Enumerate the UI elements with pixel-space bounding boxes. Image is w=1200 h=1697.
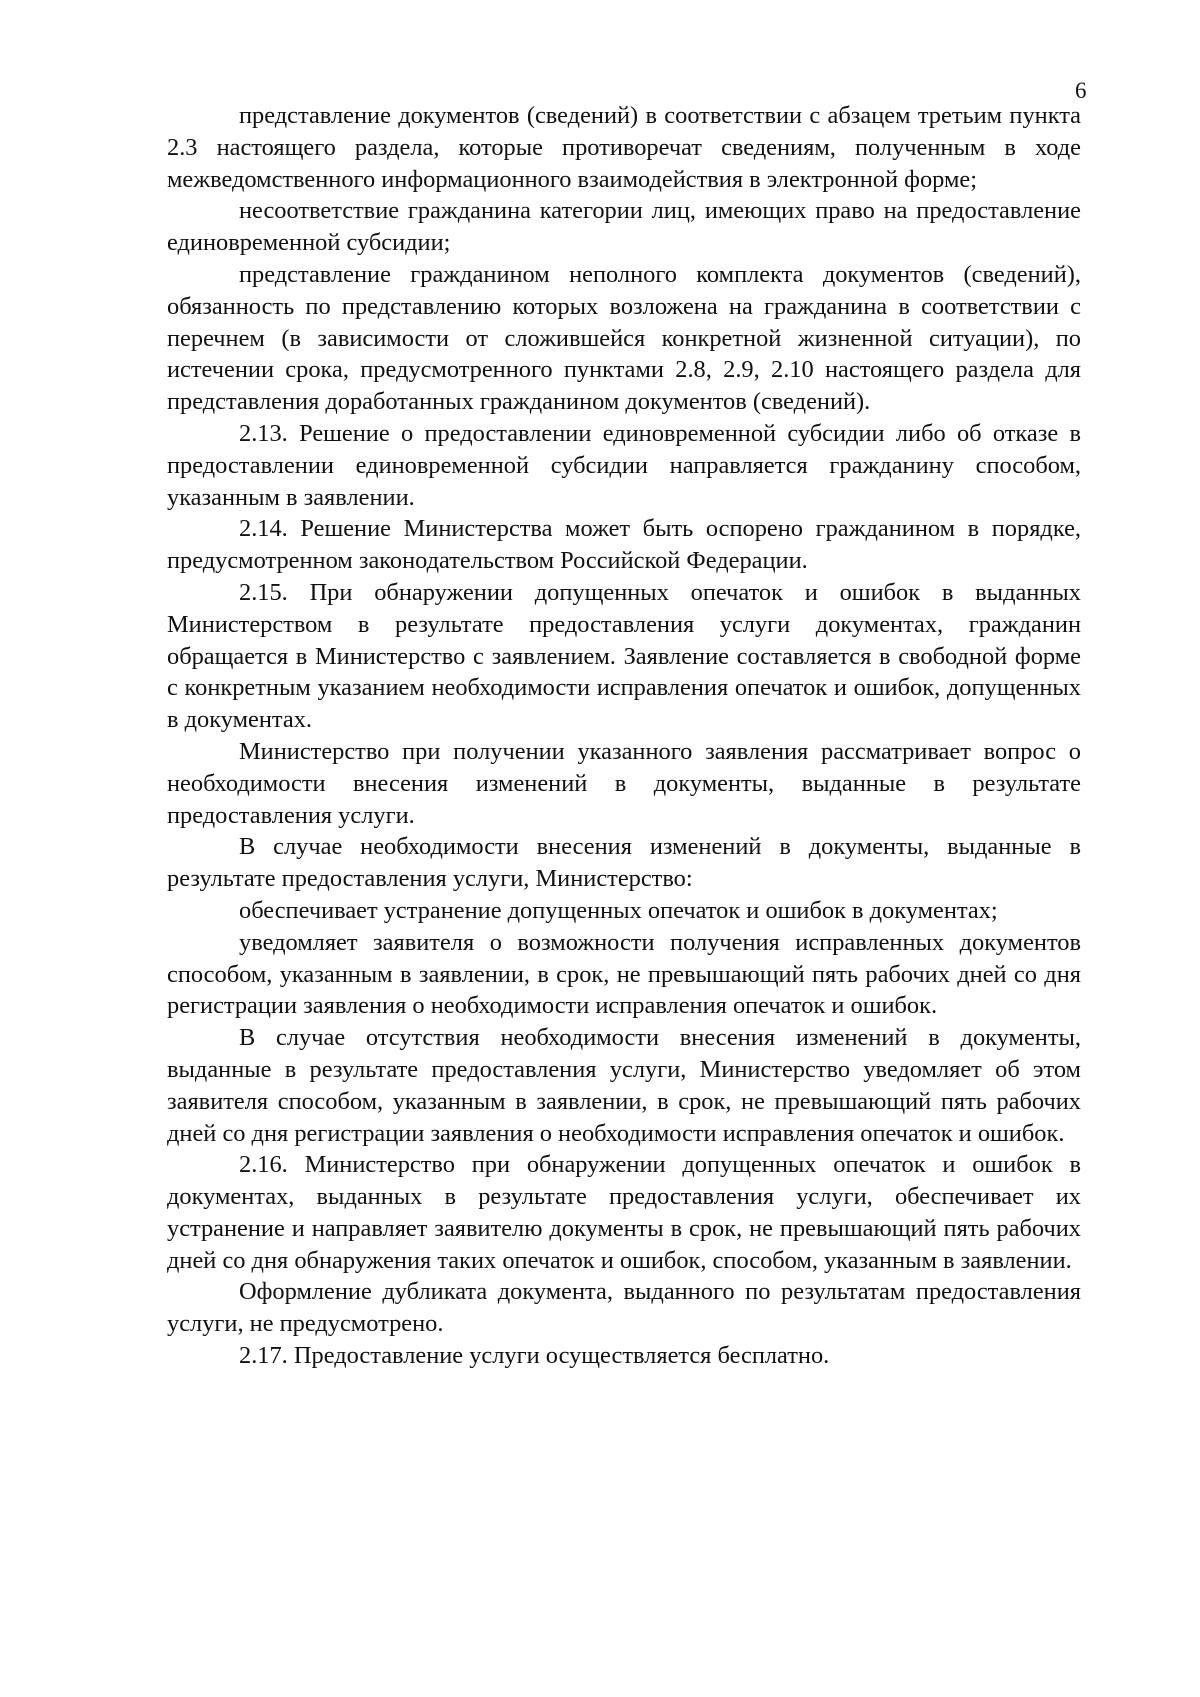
page-number: 6 [1075, 78, 1087, 103]
paragraph-2-15: 2.15. При обнаружении допущенных опечаток и ошибок в выданных Министерством в результате предоставления услуги документах, гражданин обращается в Министерство с заявлением. Заявление составляется в свободной форме с конкретным указанием необходимости исправления опечаток и ошибок, допущенных в документах. [167, 578, 1081, 734]
paragraph-if-changes-needed: В случае необходимости внесения изменений в документы, выданные в результате предоставления услуги, Министерство: [167, 833, 1081, 893]
paragraph-2-16: 2.16. Министерство при обнаружении допущенных опечаток и ошибок в документах, выданных в результате предоставления услуги, обеспечивает их устранение и направляет заявителю документы в срок, не превышающий пять рабочих дней со дня обнаружения таких опечаток и ошибок, способом, указанным в заявлении. [167, 1151, 1081, 1274]
paragraph-document-submission-contradiction: представление документов (сведений) в соответствии с абзацем третьим пункта 2.3 настоящего раздела, которые противоречат сведениям, полученным в ходе межведомственного информационного взаимодействия в электронной форме; [167, 102, 1081, 193]
paragraph-2-13: 2.13. Решение о предоставлении единовременной субсидии либо об отказе в предоставлении единовременной субсидии направляется гражданину способом, указанным в заявлении. [167, 419, 1081, 511]
paragraph-2-14: 2.14. Решение Министерства может быть оспорено гражданином в порядке, предусмотренном законодательством Российской Федерации. [167, 515, 1081, 575]
paragraph-ministry-reviews-request: Министерство при получении указанного заявления рассматривает вопрос о необходимости внесения изменений в документы, выданные в результате предоставления услуги. [167, 737, 1081, 829]
document-body [167, 100, 1081, 1372]
paragraph-ensures-correction: обеспечивает устранение допущенных опечаток и ошибок в документах; [239, 896, 998, 924]
paragraph-2-17: 2.17. Предоставление услуги осуществляется бесплатно. [239, 1342, 830, 1370]
paragraph-if-no-changes-needed: В случае отсутствия необходимости внесения изменений в документы, выданные в результате предоставления услуги, Министерство уведомляет об этом заявителя способом, указанным в заявлении, в срок, не превышающий пять рабочих дней со дня регистрации заявления о необходимости исправления опечаток и ошибок. [167, 1024, 1081, 1147]
paragraph-incomplete-documents: представление гражданином неполного комплекта документов (сведений), обязанность по представлению которых возложена на гражданина в соответствии с перечнем (в зависимости от сложившейся конкретной жизненной ситуации), по истечении срока, предусмотренного пунктами 2.8, 2.9, 2.10 настоящего раздела для представления доработанных гражданином документов (сведений). [167, 260, 1081, 416]
paragraph-duplicate-not-provided: Оформление дубликата документа, выданного по результатам предоставления услуги, не предусмотрено. [167, 1278, 1081, 1338]
paragraph-notifies-applicant: уведомляет заявителя о возможности получения исправленных документов способом, указанным в заявлении, в срок, не превышающий пять рабочих дней со дня регистрации заявления о необходимости исправления опечаток и ошибок. [167, 928, 1081, 1020]
paragraph-category-mismatch: несоответствие гражданина категории лиц, имеющих право на предоставление единовременной субсидии; [167, 197, 1081, 257]
